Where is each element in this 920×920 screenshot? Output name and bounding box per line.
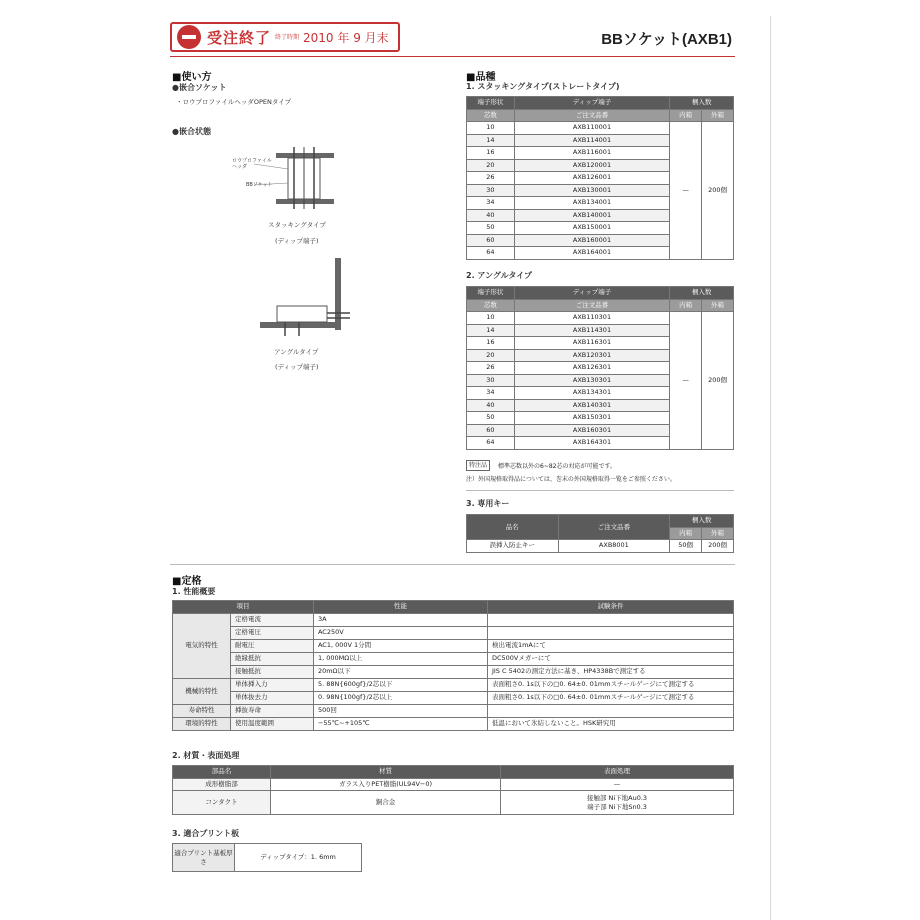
spec-category: 環境的特性 — [173, 717, 231, 730]
mat-surface: — — [501, 778, 734, 791]
spec-cond: 表面粗さ0. 1s以下の□0. 64±0. 01mmスチールゲージにて測定する — [487, 691, 733, 704]
note-special: 標準芯数以外の6~82芯の対応が可能です。 — [498, 463, 617, 470]
order-code: AXB134301 — [514, 387, 669, 400]
mat-surface: 接触部 Ni下地Au0.3 端子部 Ni下地Sn0.3 — [501, 791, 734, 815]
head-order: ご注文品番 — [514, 299, 669, 312]
products-title: ■品種 — [466, 72, 496, 83]
pole-cell: 30 — [467, 374, 515, 387]
order-code: AXB164001 — [514, 247, 669, 260]
key-head-name: 品名 — [467, 515, 559, 540]
spec-item: 定格電流 — [231, 613, 314, 626]
spec-item: 耐電圧 — [231, 639, 314, 652]
pole-cell: 26 — [467, 362, 515, 375]
spec-perf: 1, 000MΩ以上 — [313, 652, 487, 665]
pole-cell: 64 — [467, 247, 515, 260]
spec-item: 接触抵抗 — [231, 665, 314, 678]
badge-date: 2010 年 9 月末 — [303, 30, 389, 45]
spec-cond: 表面粗さ0. 1s以下の□0. 64±0. 01mmスチールゲージにて測定する — [487, 678, 733, 691]
angle-table — [466, 286, 734, 450]
divider — [170, 564, 735, 565]
badge-main: 受注終了 — [207, 28, 272, 47]
stacking-caption-sub: (ディップ端子) — [275, 237, 319, 245]
inner-qty: — — [670, 122, 702, 260]
order-code: AXB164301 — [514, 437, 669, 450]
key-outer: 200個 — [702, 540, 734, 553]
mat-head-part: 部品名 — [173, 766, 271, 779]
key-head-inner: 内箱 — [670, 527, 702, 540]
spec-cond — [487, 613, 733, 626]
pcb-label: 適合プリント基板厚さ — [173, 844, 235, 872]
head-pins: 端子形状 — [467, 287, 515, 300]
spec-item: 単体抜去力 — [231, 691, 314, 704]
pole-cell: 64 — [467, 437, 515, 450]
order-code: AXB130301 — [514, 374, 669, 387]
stacking-table — [466, 96, 734, 260]
order-code: AXB116301 — [514, 337, 669, 350]
fit-socket-item: ・ロウプロファイルヘッダOPENタイプ — [176, 98, 292, 106]
order-code: AXB126301 — [514, 362, 669, 375]
order-code: AXB140001 — [514, 209, 669, 222]
order-code: AXB110301 — [514, 312, 669, 325]
perf-title: 1. 性能概要 — [172, 587, 216, 596]
spec-item: 定格電圧 — [231, 626, 314, 639]
order-code: AXB116001 — [514, 147, 669, 160]
order-code: AXB160301 — [514, 424, 669, 437]
head-outer: 外箱 — [702, 299, 734, 312]
mat-material: ガラス入りPET樹脂(UL94V−0) — [271, 778, 501, 791]
order-code: AXB150001 — [514, 222, 669, 235]
spec-head-perf: 性能 — [313, 601, 487, 614]
special-order-badge: 特注品 — [466, 460, 490, 471]
head-dip: ディップ端子 — [514, 287, 669, 300]
head-inner: 内箱 — [670, 299, 702, 312]
pole-cell: 40 — [467, 399, 515, 412]
fit-socket-heading: ●嵌合ソケット — [172, 83, 227, 92]
material-table — [172, 765, 734, 815]
spec-title: ■定格 — [172, 576, 202, 587]
mat-head-surface: 表面処理 — [501, 766, 734, 779]
head-order: ご注文品番 — [514, 109, 669, 122]
fit-state-heading: ●嵌合状態 — [172, 127, 211, 136]
pole-cell: 60 — [467, 424, 515, 437]
head-qty: 梱入数 — [670, 287, 734, 300]
pole-cell: 10 — [467, 122, 515, 135]
spec-head-cond: 試験条件 — [487, 601, 733, 614]
head-dip: ディップ端子 — [514, 97, 669, 110]
head-outer: 外箱 — [702, 109, 734, 122]
label-header: ロウプロファイルヘッダ — [232, 158, 272, 170]
order-code: AXB130001 — [514, 184, 669, 197]
pole-cell: 26 — [467, 172, 515, 185]
order-code: AXB110001 — [514, 122, 669, 135]
mat-part: コンタクト — [173, 791, 271, 815]
order-code: AXB150301 — [514, 412, 669, 425]
spec-category: 電気的特性 — [173, 613, 231, 678]
usage-title: ■使い方 — [172, 72, 212, 83]
order-code: AXB114001 — [514, 134, 669, 147]
spec-cond: JIS C 5402の測定方法に基き、HP4338Bで測定する — [487, 665, 733, 678]
order-code: AXB140301 — [514, 399, 669, 412]
head-poles: 芯数 — [467, 299, 515, 312]
page-edge — [770, 16, 771, 920]
key-head-outer: 外箱 — [702, 527, 734, 540]
mat-part: 成形樹脂部 — [173, 778, 271, 791]
spec-perf: 5. 88N{600gf}/2芯以下 — [313, 678, 487, 691]
spec-head-item: 項目 — [173, 601, 314, 614]
spec-perf: 0. 98N{100gf}/2芯以上 — [313, 691, 487, 704]
spec-cond: DC500Vメガーにて — [487, 652, 733, 665]
key-head-qty: 梱入数 — [670, 515, 734, 528]
angle-title: 2. アングルタイプ — [466, 271, 532, 280]
key-table — [466, 514, 734, 553]
pole-cell: 16 — [467, 337, 515, 350]
stacking-caption: スタッキングタイプ — [268, 221, 326, 229]
no-entry-icon — [177, 25, 201, 49]
spec-cond: 検出電流1mAにて — [487, 639, 733, 652]
pole-cell: 16 — [467, 147, 515, 160]
spec-cond — [487, 626, 733, 639]
head-pins: 端子形状 — [467, 97, 515, 110]
pole-cell: 50 — [467, 222, 515, 235]
spec-category: 機械的特性 — [173, 678, 231, 704]
spec-item: 挿抜寿命 — [231, 704, 314, 717]
mat-head-material: 材質 — [271, 766, 501, 779]
note-foreign: 注）外国規格取得品については、巻末の外国規格取得一覧をご参照ください。 — [466, 476, 676, 483]
head-qty: 梱入数 — [670, 97, 734, 110]
material-title: 2. 材質・表面処理 — [172, 751, 240, 760]
mat-material: 銅合金 — [271, 791, 501, 815]
pole-cell: 20 — [467, 349, 515, 362]
head-inner: 内箱 — [670, 109, 702, 122]
pcb-title: 3. 適合プリント板 — [172, 829, 240, 838]
spec-cond: 低温において氷結しないこと。HSK研究用 — [487, 717, 733, 730]
pole-cell: 34 — [467, 387, 515, 400]
outer-qty: 200個 — [702, 122, 734, 260]
pole-cell: 60 — [467, 234, 515, 247]
spec-item: 使用温度範囲 — [231, 717, 314, 730]
key-head-order: ご注文品番 — [558, 515, 670, 540]
order-code: AXB134001 — [514, 197, 669, 210]
spec-perf: AC1, 000V 1分間 — [313, 639, 487, 652]
pole-cell: 40 — [467, 209, 515, 222]
pole-cell: 30 — [467, 184, 515, 197]
order-code: AXB114301 — [514, 324, 669, 337]
order-code: AXB160001 — [514, 234, 669, 247]
pole-cell: 10 — [467, 312, 515, 325]
spec-item: 絶縁抵抗 — [231, 652, 314, 665]
discontinued-badge — [170, 22, 400, 52]
spec-perf: AC250V — [313, 626, 487, 639]
pcb-value: ディップタイプ：1. 6mm — [235, 844, 362, 872]
head-poles: 芯数 — [467, 109, 515, 122]
spec-perf: 3A — [313, 613, 487, 626]
pole-cell: 50 — [467, 412, 515, 425]
pole-cell: 34 — [467, 197, 515, 210]
stacking-title: 1. スタッキングタイプ(ストレートタイプ) — [466, 82, 620, 91]
spec-item: 単体挿入力 — [231, 678, 314, 691]
label-socket: BBソケット — [246, 182, 273, 188]
pole-cell: 14 — [467, 324, 515, 337]
angle-caption: アングルタイプ — [274, 348, 319, 356]
order-code: AXB120001 — [514, 159, 669, 172]
spec-perf: 500回 — [313, 704, 487, 717]
angle-caption-sub: (ディップ端子) — [275, 363, 319, 371]
key-order: AXB8001 — [558, 540, 670, 553]
pole-cell: 14 — [467, 134, 515, 147]
spec-category: 寿命特性 — [173, 704, 231, 717]
angle-diagram — [255, 258, 355, 338]
divider — [466, 490, 734, 491]
key-name: 誤挿入防止キー — [467, 540, 559, 553]
header-rule — [170, 56, 735, 57]
key-inner: 50個 — [670, 540, 702, 553]
key-title: 3. 専用キー — [466, 499, 510, 508]
spec-perf: −55℃~+105℃ — [313, 717, 487, 730]
badge-small: 終了時期 — [275, 33, 300, 41]
inner-qty: — — [670, 312, 702, 450]
pcb-table — [172, 843, 362, 872]
spec-cond — [487, 704, 733, 717]
pole-cell: 20 — [467, 159, 515, 172]
page-title: BBソケット(AXB1) — [601, 31, 732, 48]
outer-qty: 200個 — [702, 312, 734, 450]
order-code: AXB120301 — [514, 349, 669, 362]
spec-table — [172, 600, 734, 731]
spec-perf: 20mΩ以下 — [313, 665, 487, 678]
order-code: AXB126001 — [514, 172, 669, 185]
